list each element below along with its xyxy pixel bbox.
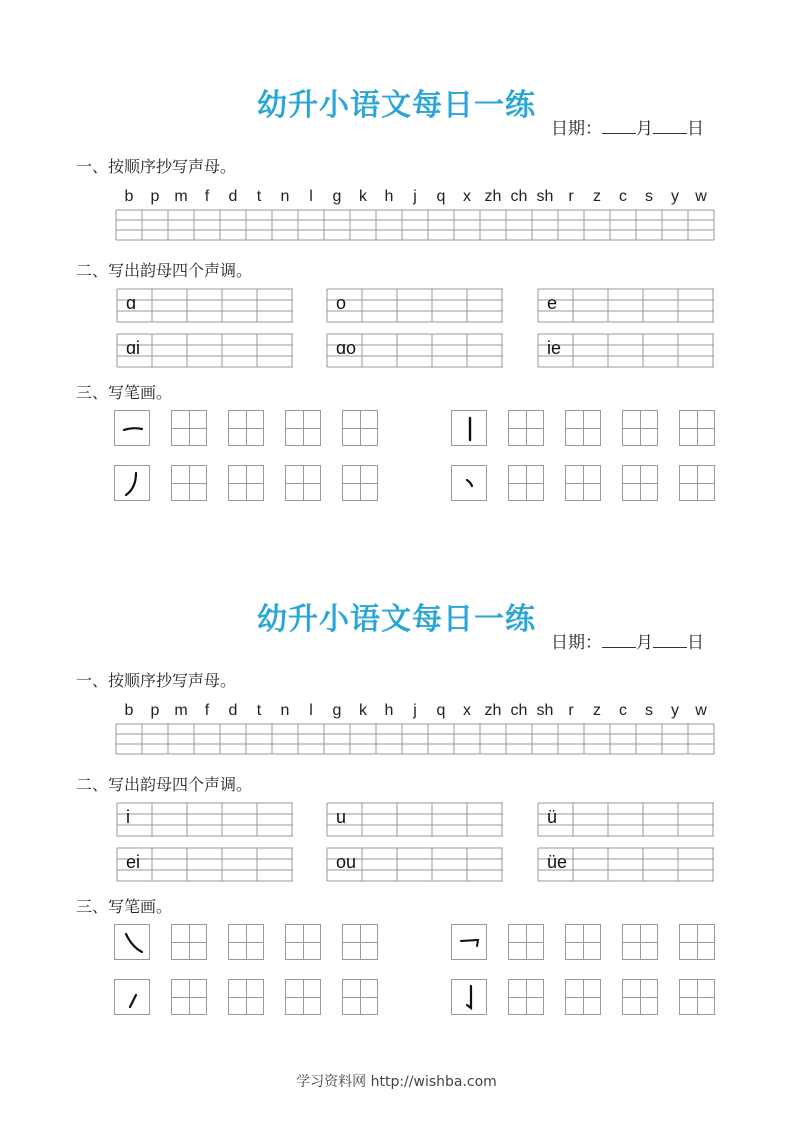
initial-letter: b [124, 702, 134, 719]
stroke-icon [115, 925, 151, 961]
tianzige-box[interactable] [565, 465, 601, 501]
initial-letter: x [463, 188, 471, 205]
date-label: 日期： [551, 119, 602, 139]
stroke-icon [452, 980, 488, 1016]
final-label: i [126, 807, 130, 827]
initial-letter: p [150, 702, 160, 719]
initial-letter: s [645, 702, 653, 719]
final-label: o [336, 293, 347, 313]
tianzige-box[interactable] [228, 924, 264, 960]
initial-letter: s [645, 188, 653, 205]
initial-letter: k [359, 702, 367, 719]
final-tone-box[interactable] [116, 847, 292, 881]
initial-letter: m [174, 702, 188, 719]
tianzige-box[interactable] [679, 924, 715, 960]
initial-letter: n [280, 702, 290, 719]
final-label: ü [547, 807, 558, 827]
date-label: 日期： [551, 633, 602, 653]
tianzige-box[interactable] [171, 465, 207, 501]
initial-letter: ch [510, 702, 528, 719]
final-tone-box[interactable] [116, 333, 292, 367]
stroke-example-box [451, 410, 487, 446]
tianzige-box[interactable] [565, 979, 601, 1015]
tianzige-box[interactable] [565, 924, 601, 960]
initial-letter: d [228, 188, 238, 205]
final-tone-box[interactable] [116, 802, 292, 836]
final-label: ie [547, 338, 562, 358]
tianzige-box[interactable] [679, 979, 715, 1015]
tianzige-box[interactable] [285, 465, 321, 501]
tianzige-box[interactable] [508, 410, 544, 446]
initial-letter: p [150, 188, 160, 205]
initial-letter: h [384, 188, 394, 205]
stroke-icon [452, 925, 488, 961]
footer-text: 学习资料网 http://wishba.com [296, 1074, 497, 1090]
tianzige-box[interactable] [622, 924, 658, 960]
final-tone-box[interactable] [326, 333, 502, 367]
initial-letter: zh [484, 188, 502, 205]
section3-heading: 三、写笔画。 [76, 897, 173, 916]
initial-letter: z [593, 702, 601, 719]
final-label: ɑi [126, 338, 141, 358]
day-blank[interactable] [653, 633, 687, 648]
initials-writing-grid[interactable] [115, 723, 715, 755]
stroke-example-box [114, 465, 150, 501]
tianzige-box[interactable] [508, 465, 544, 501]
month-blank[interactable] [602, 633, 636, 648]
month-label: 月 [636, 633, 653, 653]
initial-letter: w [695, 702, 707, 719]
final-label: ou [336, 852, 357, 872]
tianzige-box[interactable] [171, 924, 207, 960]
initial-letter: b [124, 188, 134, 205]
final-tone-box[interactable] [326, 847, 502, 881]
section1-heading: 一、按顺序抄写声母。 [76, 157, 237, 176]
date-line [551, 114, 704, 139]
tianzige-box[interactable] [228, 465, 264, 501]
final-tone-box[interactable] [537, 802, 713, 836]
stroke-example-box [451, 465, 487, 501]
stroke-example-box [114, 924, 150, 960]
final-label: u [336, 807, 347, 827]
initials-row [116, 702, 714, 722]
initial-letter: g [332, 702, 342, 719]
month-blank[interactable] [602, 119, 636, 134]
stroke-icon [115, 411, 151, 447]
initials-row [116, 188, 714, 208]
final-tone-box[interactable] [326, 288, 502, 322]
initial-letter: f [204, 702, 210, 719]
stroke-example-box [114, 979, 150, 1015]
worksheet-title: 幼升小语文每日一练 [257, 602, 536, 637]
initial-letter: j [413, 702, 417, 719]
tianzige-box[interactable] [565, 410, 601, 446]
initial-letter: t [256, 702, 262, 719]
stroke-example-box [114, 410, 150, 446]
initial-letter: q [436, 702, 446, 719]
tianzige-box[interactable] [228, 979, 264, 1015]
section2-heading: 二、写出韵母四个声调。 [76, 775, 253, 794]
stroke-icon [115, 980, 151, 1016]
initial-letter: d [228, 702, 238, 719]
initial-letter: m [174, 188, 188, 205]
tianzige-box[interactable] [679, 410, 715, 446]
section2-heading: 二、写出韵母四个声调。 [76, 261, 253, 280]
initial-letter: y [671, 188, 679, 205]
tianzige-box[interactable] [342, 465, 378, 501]
section1-heading: 一、按顺序抄写声母。 [76, 671, 237, 690]
final-label: üe [547, 852, 568, 872]
initial-letter: l [309, 188, 313, 205]
initial-letter: n [280, 188, 290, 205]
tianzige-box[interactable] [285, 924, 321, 960]
final-label: e [547, 293, 558, 313]
tianzige-box[interactable] [622, 465, 658, 501]
month-label: 月 [636, 119, 653, 139]
tianzige-box[interactable] [508, 924, 544, 960]
tianzige-box[interactable] [342, 924, 378, 960]
initial-letter: h [384, 702, 394, 719]
tianzige-box[interactable] [622, 410, 658, 446]
final-label: ɑ [126, 293, 137, 313]
initial-letter: sh [536, 702, 554, 719]
day-blank[interactable] [653, 119, 687, 134]
tianzige-box[interactable] [285, 410, 321, 446]
day-label: 日 [687, 119, 704, 139]
tianzige-box[interactable] [679, 465, 715, 501]
day-label: 日 [687, 633, 704, 653]
final-tone-box[interactable] [537, 333, 713, 367]
initial-letter: g [332, 188, 342, 205]
initial-letter: z [593, 188, 601, 205]
initial-letter: c [619, 188, 627, 205]
final-tone-box[interactable] [326, 802, 502, 836]
initial-letter: j [413, 188, 417, 205]
tianzige-box[interactable] [228, 410, 264, 446]
initial-letter: y [671, 702, 679, 719]
stroke-example-box [451, 924, 487, 960]
initial-letter: q [436, 188, 446, 205]
stroke-icon [115, 466, 151, 502]
stroke-icon [452, 411, 488, 447]
initial-letter: f [204, 188, 210, 205]
initial-letter: k [359, 188, 367, 205]
date-line [551, 628, 704, 653]
initial-letter: r [568, 188, 574, 205]
tianzige-box[interactable] [508, 979, 544, 1015]
initial-letter: c [619, 702, 627, 719]
initial-letter: w [695, 188, 707, 205]
tianzige-box[interactable] [342, 410, 378, 446]
initial-letter: r [568, 702, 574, 719]
stroke-example-box [451, 979, 487, 1015]
stroke-icon [452, 466, 488, 502]
initial-letter: sh [536, 188, 554, 205]
tianzige-box[interactable] [171, 410, 207, 446]
final-tone-box[interactable] [116, 288, 292, 322]
initial-letter: zh [484, 702, 502, 719]
initial-letter: t [256, 188, 262, 205]
final-tone-box[interactable] [537, 847, 713, 881]
final-tone-box[interactable] [537, 288, 713, 322]
initial-letter: ch [510, 188, 528, 205]
tianzige-box[interactable] [622, 979, 658, 1015]
tianzige-box[interactable] [285, 979, 321, 1015]
initials-writing-grid[interactable] [115, 209, 715, 241]
worksheet-title: 幼升小语文每日一练 [257, 88, 536, 123]
section3-heading: 三、写笔画。 [76, 383, 173, 402]
final-label: ɑo [336, 338, 357, 358]
tianzige-box[interactable] [171, 979, 207, 1015]
initial-letter: l [309, 702, 313, 719]
initial-letter: x [463, 702, 471, 719]
tianzige-box[interactable] [342, 979, 378, 1015]
final-label: ei [126, 852, 141, 872]
